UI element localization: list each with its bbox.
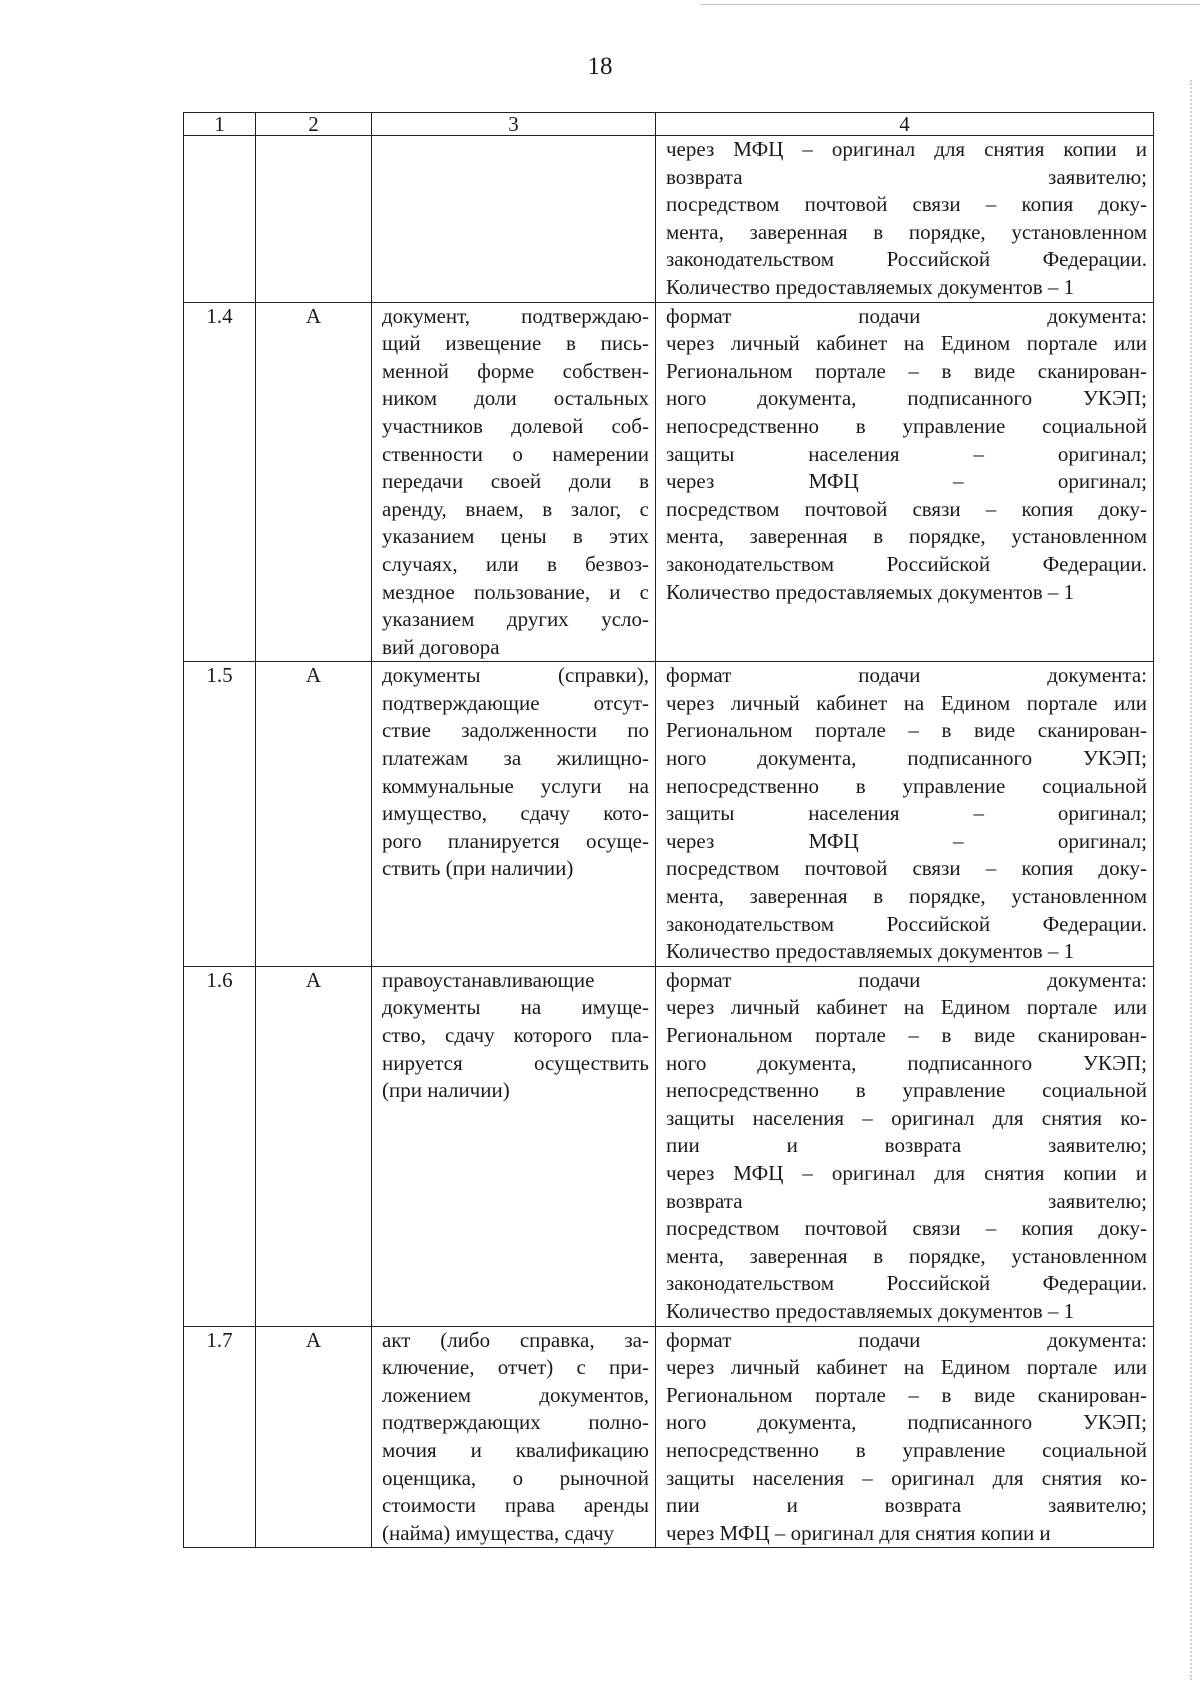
row-number — [184, 136, 256, 303]
header-row — [184, 113, 1154, 136]
text-line: нируется осуществить — [382, 1050, 649, 1075]
text-line: мента, заверенная в порядке, установленном — [666, 1243, 1147, 1268]
text-line: Региональном портале – в виде сканирован- — [666, 358, 1147, 383]
text-line: документ, подтверждаю- — [382, 303, 649, 328]
text-line: Региональном портале – в виде сканирован- — [666, 1382, 1147, 1407]
submission-format-cell — [656, 662, 1154, 967]
document-table — [183, 112, 1154, 1548]
text-line: ложением документов, — [382, 1382, 649, 1407]
text-line: передачи своей доли в — [382, 469, 649, 494]
text-line: возврата заявителю; — [666, 164, 1147, 189]
header-col-1: 1 — [184, 113, 256, 136]
text-line: ственности о намерении — [382, 441, 649, 466]
text-line: имущество, сдачу кото- — [382, 801, 649, 826]
header-col-2: 2 — [256, 113, 372, 136]
text-line: подтверждающих полно- — [382, 1410, 649, 1435]
text-line: через МФЦ – оригинал; — [666, 828, 1147, 853]
text-line: непосредственно в управление социальной — [666, 773, 1147, 798]
text-line: ником доли остальных — [382, 386, 649, 411]
table-row — [184, 1326, 1154, 1548]
text-line: посредством почтовой связи – копия доку- — [666, 1216, 1147, 1241]
table-row — [184, 136, 1154, 303]
text-line: указанием других усло- — [382, 607, 649, 632]
text-line: мездное пользование, и с — [382, 579, 649, 604]
document-name-cell — [372, 136, 656, 303]
text-line: законодательством Российской Федерации. — [666, 551, 1147, 576]
table-row — [184, 662, 1154, 967]
text-line: ключение, отчет) с при- — [382, 1355, 649, 1380]
table-row — [184, 966, 1154, 1326]
text-line: законодательством Российской Федерации. — [666, 247, 1147, 272]
text-line: законодательством Российской Федерации. — [666, 911, 1147, 936]
text-line: через личный кабинет на Едином портале или — [666, 995, 1147, 1020]
text-line: посредством почтовой связи – копия доку- — [666, 856, 1147, 881]
text-line: Количество предоставляемых документов – 1 — [666, 274, 1075, 299]
text-line: через МФЦ – оригинал для снятия копии и — [666, 1160, 1147, 1185]
row-category: А — [256, 662, 372, 967]
text-line: защиты населения – оригинал для снятия ко- — [666, 1105, 1147, 1130]
text-line: мента, заверенная в порядке, установленном — [666, 524, 1147, 549]
document-name-cell — [372, 662, 656, 967]
text-line: ствить (при наличии) — [382, 856, 574, 881]
table-row — [184, 302, 1154, 662]
text-line: Региональном портале – в виде сканирован- — [666, 1023, 1147, 1047]
text-line: формат подачи документа: — [666, 663, 1147, 688]
text-line: формат подачи документа: — [666, 967, 1147, 992]
text-line: формат подачи документа: — [666, 1327, 1147, 1352]
text-line: стоимости права аренды — [382, 1493, 649, 1518]
row-category — [256, 136, 372, 303]
text-line: ного документа, подписанного УКЭП; — [666, 1050, 1147, 1075]
text-line: посредством почтовой связи – копия доку- — [666, 192, 1147, 217]
row-number: 1.4 — [184, 302, 256, 662]
text-line: непосредственно в управление социальной — [666, 413, 1147, 438]
text-line: мента, заверенная в порядке, установленном — [666, 884, 1147, 909]
text-line: щий извещение в пись- — [382, 331, 649, 356]
submission-format-cell — [656, 966, 1154, 1326]
row-category: А — [256, 302, 372, 662]
text-line: аренду, внаем, в залог, с — [382, 496, 649, 521]
text-line: Региональном портале – в виде сканирован- — [666, 718, 1147, 743]
text-line: непосредственно в управление социальной — [666, 1437, 1147, 1462]
text-line: возврата заявителю; — [666, 1188, 1147, 1213]
text-line: ного документа, подписанного УКЭП; — [666, 1410, 1147, 1435]
document-name-cell — [372, 302, 656, 662]
scan-edge-dots — [1190, 80, 1194, 1680]
text-line: вий договора — [382, 634, 500, 659]
text-line: документы на имуще- — [382, 995, 649, 1020]
text-line: мента, заверенная в порядке, установленном — [666, 219, 1147, 244]
text-line: защиты населения – оригинал; — [666, 441, 1147, 466]
text-line: коммунальные услуги на — [382, 773, 649, 798]
header-col-3: 3 — [372, 113, 656, 136]
text-line: формат подачи документа: — [666, 303, 1147, 328]
text-line: Количество предоставляемых документов – 1 — [666, 1298, 1075, 1323]
text-line: законодательством Российской Федерации. — [666, 1271, 1147, 1296]
text-line: мочия и квалификацию — [382, 1437, 649, 1462]
text-line: пии и возврата заявителю; — [666, 1133, 1147, 1158]
submission-format-cell — [656, 302, 1154, 662]
header-col-4: 4 — [656, 113, 1154, 136]
row-number: 1.7 — [184, 1326, 256, 1548]
text-line: ного документа, подписанного УКЭП; — [666, 746, 1147, 771]
document-name-cell — [372, 966, 656, 1326]
text-line: через МФЦ – оригинал для снятия копии и — [666, 137, 1147, 161]
text-line: случаях, или в безвоз- — [382, 551, 649, 576]
text-line: через личный кабинет на Едином портале или — [666, 331, 1147, 356]
text-line: (при наличии) — [382, 1078, 510, 1103]
text-line: ство, сдачу которого пла- — [382, 1023, 649, 1047]
text-line: посредством почтовой связи – копия доку- — [666, 496, 1147, 521]
text-line: пии и возврата заявителю; — [666, 1493, 1147, 1518]
row-category: А — [256, 966, 372, 1326]
text-line: защиты населения – оригинал; — [666, 801, 1147, 826]
text-line: акт (либо справка, за- — [382, 1327, 649, 1352]
text-line: через личный кабинет на Едином портале или — [666, 1355, 1147, 1380]
text-line: оценщика, о рыночной — [382, 1465, 649, 1490]
text-line: непосредственно в управление социальной — [666, 1078, 1147, 1103]
table-body — [184, 136, 1154, 1548]
text-line: правоустанавливающие — [382, 967, 595, 992]
text-line: через МФЦ – оригинал; — [666, 469, 1147, 494]
submission-format-cell — [656, 1326, 1154, 1548]
text-line: (найма) имущества, сдачу — [382, 1520, 615, 1545]
text-line: защиты населения – оригинал для снятия ко- — [666, 1465, 1147, 1490]
text-line: ного документа, подписанного УКЭП; — [666, 386, 1147, 411]
row-number: 1.6 — [184, 966, 256, 1326]
submission-format-cell — [656, 136, 1154, 303]
text-line: Количество предоставляемых документов – 1 — [666, 939, 1075, 964]
text-line: менной форме собствен- — [382, 358, 649, 383]
text-line: платежам за жилищно- — [382, 746, 649, 771]
text-line: участников долевой соб- — [382, 413, 649, 438]
row-number: 1.5 — [184, 662, 256, 967]
page-number: 18 — [587, 53, 613, 80]
text-line: документы (справки), — [382, 663, 649, 688]
text-line: Количество предоставляемых документов – 1 — [666, 579, 1075, 604]
text-line: рого планируется осуще- — [382, 828, 649, 853]
document-name-cell — [372, 1326, 656, 1548]
text-line: ствие задолженности по — [382, 718, 649, 743]
text-line: через МФЦ – оригинал для снятия копии и — [666, 1520, 1051, 1545]
scan-edge-line — [700, 4, 1200, 5]
text-line: указанием цены в этих — [382, 524, 649, 549]
row-category: А — [256, 1326, 372, 1548]
text-line: подтверждающие отсут- — [382, 690, 649, 715]
text-line: через личный кабинет на Едином портале или — [666, 690, 1147, 715]
